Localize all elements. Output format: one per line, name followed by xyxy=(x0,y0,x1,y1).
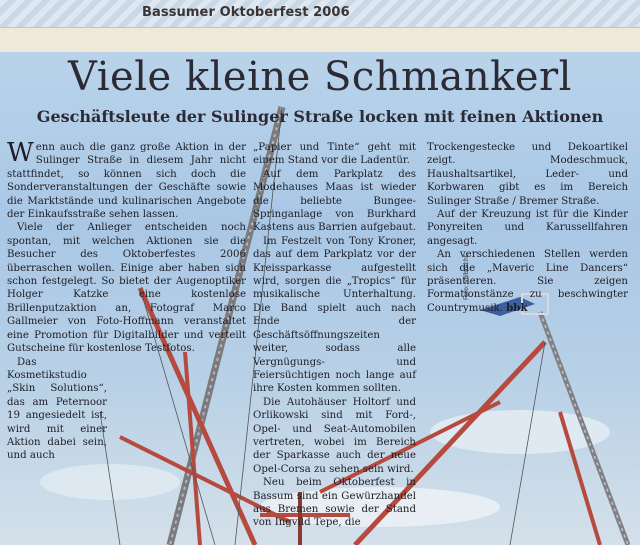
article-column-1 xyxy=(7,138,246,463)
paragraph-text: An verschiedenen Stellen werden sich die „Maveric Line Dancers“ präsentieren. Sie zeigen Formationstänze zu beschwingter Countrymusik. xyxy=(427,249,628,314)
paragraph: Viele der Anlieger entscheiden noch spontan, mit welchen Aktionen sie die Besucher des Oktoberfestes 2006 überraschen wollen. Einige aber haben sich schon festgelegt. So bietet der Augenoptiker Holger Katzke eine kostenlose Brillenputzaktion an, Fotograf Marco Gallmeier von Foto-Hoffmann veranstaltet eine Promotion für Digitalbilder und verteilt Gutscheine für kostenlose Testfotos. xyxy=(7,222,246,355)
photo-credit: Foto: Volbrecht xyxy=(463,254,470,300)
paragraph: Das Kosmetikstudio „Skin Solutions“, das am Peternoor 19 angesiedelt ist, wird mit einer Aktion dabei sein, und auch xyxy=(7,356,107,462)
paragraph: Die Autohäuser Holtorf und Orlikowski sind mit Ford-, Opel- und Seat-Automobilen vertreten, wobei im Bereich der Sparkasse auch der neue Opel-Corsa zu sehen sein wird. xyxy=(253,396,416,475)
paragraph xyxy=(427,248,628,315)
article-column-3 xyxy=(427,141,628,315)
paragraph xyxy=(7,138,246,221)
author-signature: bbk xyxy=(506,301,528,314)
article-subheadline: Geschäftsleute der Sulinger Straße locken mit feinen Aktionen xyxy=(36,107,604,126)
header-banner xyxy=(0,0,640,28)
paragraph: Trockengestecke und Dekoartikel zeigt. Modeschmuck, Haushaltsartikel, Leder- und Korbwaren gibt es im Bereich Sulinger Straße / Bremer Straße. xyxy=(427,142,628,207)
paragraph: Im Festzelt von Tony Kroner, das auf dem Parkplatz vor der Kreissparkasse aufgestellt wird, sorgen die „Tropics“ für musikalische Unterhaltung. Die Band spielt auch nach Ende der Geschäftsöffnungszeiten weiter, sodass alle Vergnügungs- und Feiersüchtigen noch lange auf ihre Kosten kommen sollten. xyxy=(253,235,416,395)
article-column-2 xyxy=(253,141,416,530)
paragraph: Auf dem Parkplatz des Modehauses Maas ist wieder die beliebte Bungee-Springanlage von Burkhard Kastens aus Barrien aufgebaut. xyxy=(253,168,416,234)
paragraph-text: enn auch die ganz große Aktion in der Sulinger Straße in diesem Jahr nicht stattfindet, so können sich doch die Sonderveranstaltungen der Geschäfte sowie die Marktstände und kulinarischen Angebote der Einkaufsstraße sehen lassen. xyxy=(7,142,246,221)
paragraph: Neu beim Oktoberfest in Bassum sind ein Gewürzhandel aus Bremen sowie der Stand von Ingvild Tepe, die xyxy=(253,477,416,529)
article-headline: Viele kleine Schmankerl xyxy=(68,54,572,100)
banner-title: Bassumer Oktoberfest 2006 xyxy=(142,5,350,20)
paragraph: Auf der Kreuzung ist für die Kinder Ponyreiten und Karussellfahren angesagt. xyxy=(427,209,628,247)
paragraph: „Papier und Tinte“ geht mit einem Stand vor die Ladentür. xyxy=(253,142,416,167)
drop-cap: W xyxy=(7,138,34,168)
